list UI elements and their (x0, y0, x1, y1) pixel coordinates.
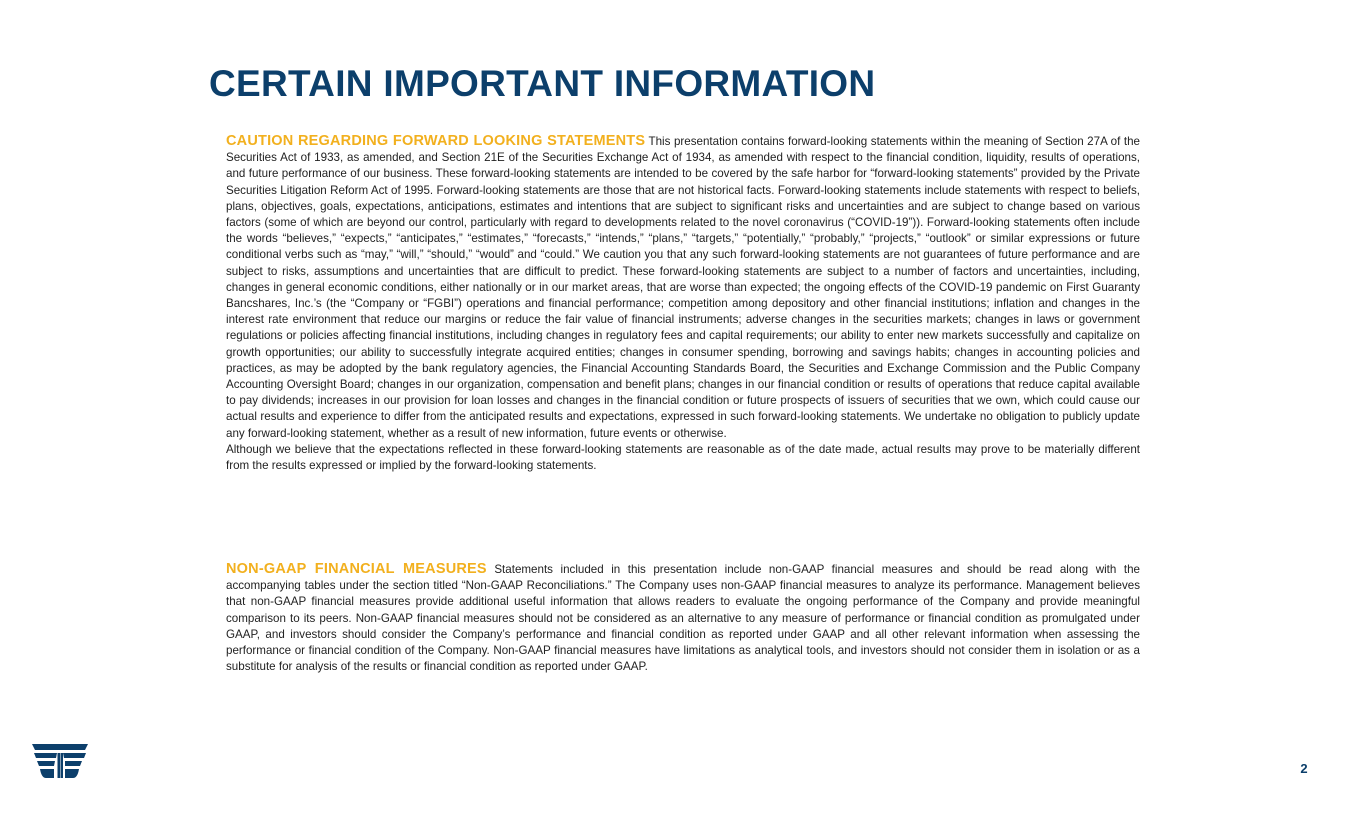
forward-looking-paragraph (226, 133, 1140, 442)
forward-looking-heading: CAUTION REGARDING FORWARD LOOKING STATEMENTS (226, 133, 646, 149)
non-gaap-paragraph (226, 561, 1140, 675)
bank-logo-icon (30, 742, 90, 780)
non-gaap-heading: NON-GAAP FINANCIAL MEASURES (226, 561, 487, 577)
forward-looking-statements-section (226, 133, 1140, 474)
forward-looking-body: This presentation contains forward-looking statements within the meaning of Section 27A of the Securities Act of 1933, as amended, and Section 21E of the Securities Exchange Act of 1934, as amended with respect to the financial condition, liquidity, results of operations, and future performance of our business. These forward-looking statements are intended to be covered by the safe harbor for “forward-looking statements” provided by the Private Securities Litigation Reform Act of 1995. Forward-looking statements are those that are not historical facts. Forward-looking statements include statements with respect to beliefs, plans, objectives, goals, expectations, anticipations, estimates and intentions that are subject to significant risks and uncertainties and are subject to change based on various factors (some of which are beyond our control, particularly with regard to developments related to the novel coronavirus (“COVID-19”)). Forward-looking statements often include the words “believes,” “expects,” “anticipates,” “estimates,” “forecasts,” “intends,” “plans,” “targets,” “potentially,” “probably,” “projects,” “outlook” or similar expressions or future conditional verbs such as “may,” “will,” “should,” “would” and “could.” We caution you that any such forward-looking statements are not guarantees of future performance and are subject to risks, assumptions and uncertainties that are difficult to predict. These forward-looking statements are subject to a number of factors and uncertainties, including, changes in general economic conditions, either nationally or in our market areas, that are worse than expected; the ongoing effects of the COVID-19 pandemic on First Guaranty Bancshares, Inc.’s (the “Company or “FGBI”) operations and financial performance; competition among depository and other financial institutions; inflation and changes in the interest rate environment that reduce our margins or reduce the fair value of financial instruments; adverse changes in the securities markets; changes in laws or government regulations or policies affecting financial institutions, including changes in regulatory fees and capital requirements; our ability to enter new markets successfully and capitalize on growth opportunities; our ability to successfully integrate acquired entities; changes in consumer spending, borrowing and savings habits; changes in accounting policies and practices, as may be adopted by the bank regulatory agencies, the Financial Accounting Standards Board, the Securities and Exchange Commission and the Public Company Accounting Oversight Board; changes in our organization, compensation and benefit plans; changes in our financial condition or results of operations that reduce capital available to pay dividends; increases in our provision for loan losses and changes in the financial condition or future prospects of issuers of securities that we own, which could cause our actual results and experience to differ from the anticipated results and expectations, expressed in such forward-looking statements. We undertake no obligation to publicly update any forward-looking statement, whether as a result of new information, future events or otherwise. (226, 135, 1140, 440)
non-gaap-body: Statements included in this presentation include non-GAAP financial measures and should be read along with the accompanying tables under the section titled “Non-GAAP Reconciliations.” The Company uses non-GAAP financial measures to analyze its performance. Management believes that non-GAAP financial measures provide additional useful information that allows readers to evaluate the ongoing performance of the Company and provide meaningful comparison to its peers. Non-GAAP financial measures should not be considered as an alternative to any measure of performance or financial condition as promulgated under GAAP, and investors should consider the Company’s performance and financial condition as reported under GAAP and all other relevant information when assessing the performance or financial condition of the Company. Non-GAAP financial measures have limitations as analytical tools, and investors should not consider them in isolation or as a substitute for analysis of the results or financial condition as reported under GAAP. (226, 563, 1140, 674)
forward-looking-body-continued: Although we believe that the expectations reflected in these forward-looking statements are reasonable as of the date made, actual results may prove to be materially different from the results expressed or implied by the forward-looking statements. (226, 442, 1140, 473)
non-gaap-section (226, 561, 1140, 675)
page-number: 2 (1300, 761, 1308, 776)
page-title: CERTAIN IMPORTANT INFORMATION (209, 63, 876, 104)
